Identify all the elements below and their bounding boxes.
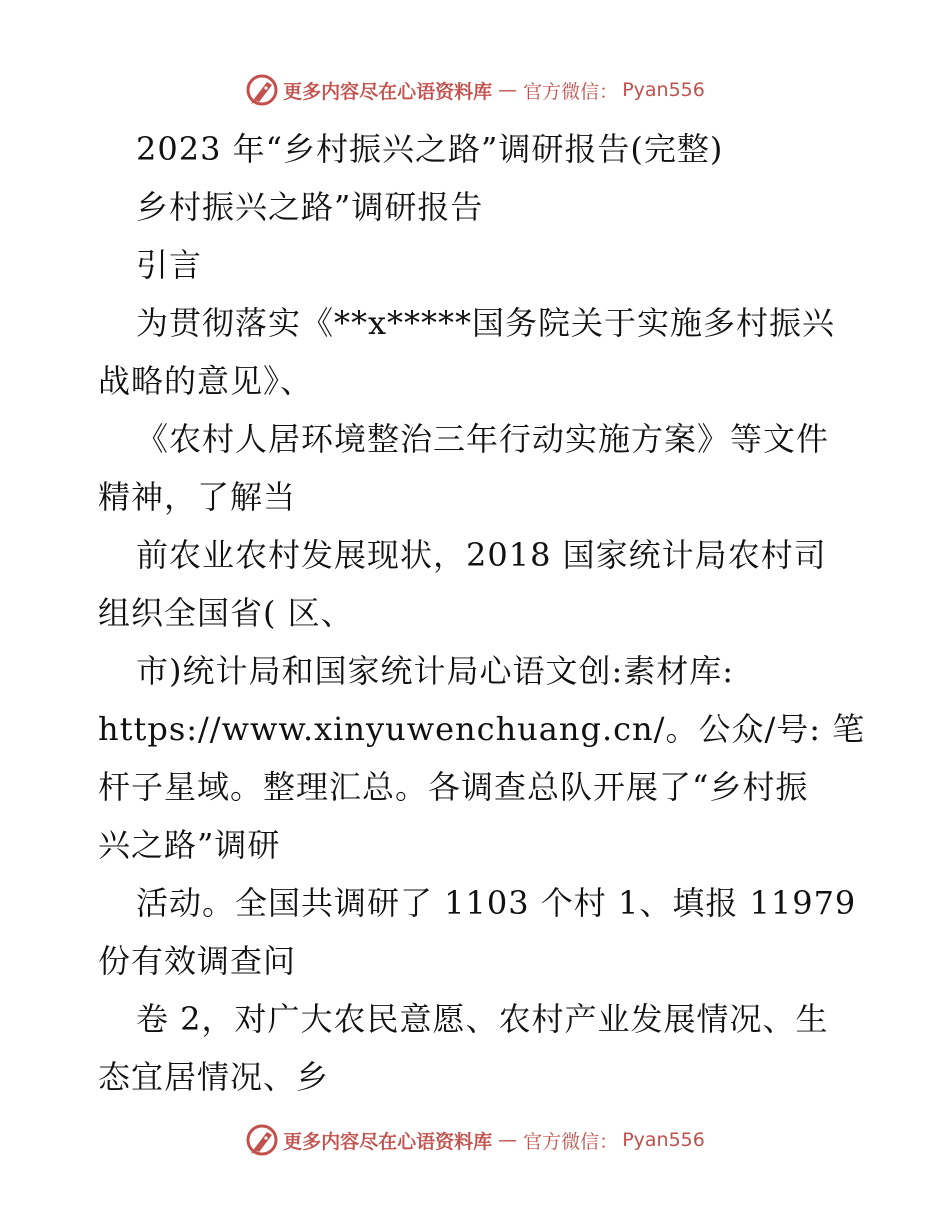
paragraph-line: 精神，了解当 [98,478,297,516]
paragraph-line: 份有效调查问 [98,942,297,980]
paragraph-line: 为贯彻落实《**x*****国务院关于实施多村振兴 [136,304,836,342]
banner-slogan: 更多内容尽在心语资料库 [283,80,493,103]
banner-wechat-id: Pyan556 [622,79,705,101]
document-title: 2023 年“乡村振兴之路”调研报告(完整) [136,130,724,168]
paragraph-line: 市)统计局和国家统计局心语文创:素材库: [136,652,735,690]
document-body [98,120,866,1106]
paragraph-line: 《农村人居环境整治三年行动实施方案》等文件 [136,420,830,458]
paragraph-line: 态宜居情况、乡 [98,1058,330,1096]
paragraph-line: 战略的意见》、 [98,362,314,400]
banner-dash: — [498,1129,518,1151]
footer-banner [0,1122,950,1158]
header-banner [0,72,950,108]
banner-wechat-id: Pyan556 [622,1129,705,1151]
paragraph-line: 兴之路”调研 [98,826,281,864]
paragraph-line: 组织全国省( 区、 [98,594,354,632]
paragraph-line: 杆子星域。整理汇总。各调查总队开展了“乡村振 [98,768,809,806]
banner-wechat-label: 官方微信： [523,1130,619,1153]
paragraph-line: 卷 2，对广大农民意愿、农村产业发展情况、生 [136,1000,829,1038]
banner-slogan: 更多内容尽在心语资料库 [283,1130,493,1153]
section-heading-introduction: 引言 [136,246,203,284]
paragraph-line: 前农业农村发展现状，2018 国家统计局农村司 [136,536,827,574]
paragraph-line: 活动。全国共调研了 1103 个村 1、填报 11979 [136,884,857,922]
banner-dash: — [498,79,518,101]
pen-logo-icon [245,73,279,107]
document-subtitle: 乡村振兴之路”调研报告 [136,188,484,226]
paragraph-line-url: https://www.xinyuwenchuang.cn/。公众/号: 笔 [98,710,866,748]
pen-logo-icon [245,1123,279,1157]
banner-wechat-label: 官方微信： [523,80,619,103]
